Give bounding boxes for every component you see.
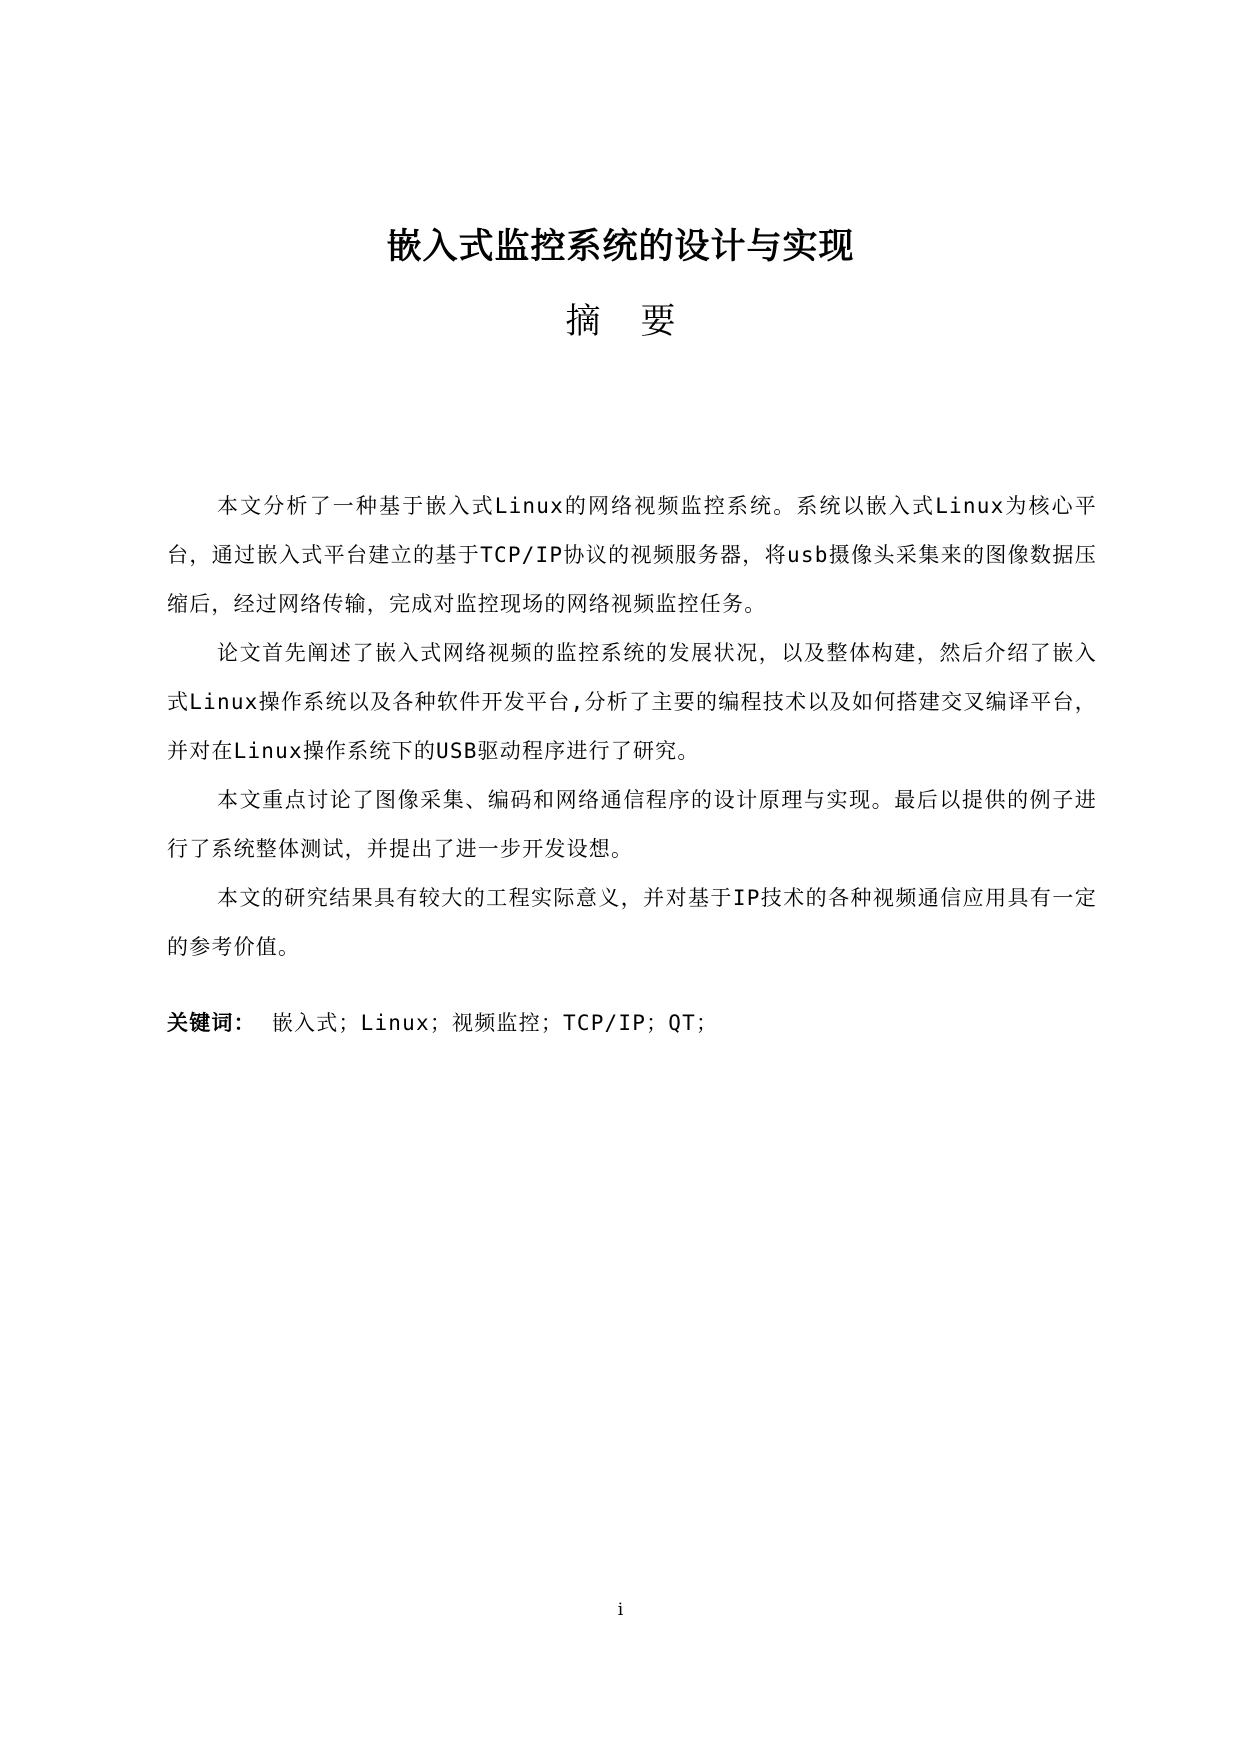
abstract-heading: [0, 297, 1241, 347]
keywords-list: 嵌入式；Linux；视频监控；TCP/IP；QT；: [271, 1011, 719, 1035]
paper-title: 嵌入式监控系统的设计与实现: [386, 227, 855, 267]
abstract-paragraph-4: 本文的研究结果具有较大的工程实际意义，并对基于IP技术的各种视频通信应用具有一定的参考价值。: [167, 886, 1097, 959]
keywords-line: [167, 1003, 1097, 1043]
abstract-body: [167, 482, 1097, 972]
abstract-paragraph-1: 本文分析了一种基于嵌入式Linux的网络视频监控系统。系统以嵌入式Linux为核心平台，通过嵌入式平台建立的基于TCP/IP协议的视频服务器，将usb摄像头采集来的图像数据压缩后，经过网络传输，完成对监控现场的网络视频监控任务。: [167, 494, 1097, 616]
keywords-label: 关键词：: [167, 1011, 256, 1035]
abstract-heading-char-2: 要: [640, 302, 676, 342]
abstract-paragraph-3: 本文重点讨论了图像采集、编码和网络通信程序的设计原理与实现。最后以提供的例子进行了系统整体测试，并提出了进一步开发设想。: [167, 788, 1097, 861]
page-number: i: [617, 1600, 624, 1620]
abstract-paragraph-2: 论文首先阐述了嵌入式网络视频的监控系统的发展状况，以及整体构建，然后介绍了嵌入式Linux操作系统以及各种软件开发平台,分析了主要的编程技术以及如何搭建交叉编译平台，并对在Linux操作系统下的USB驱动程序进行了研究。: [167, 641, 1097, 763]
abstract-heading-char-1: 摘: [565, 302, 601, 342]
